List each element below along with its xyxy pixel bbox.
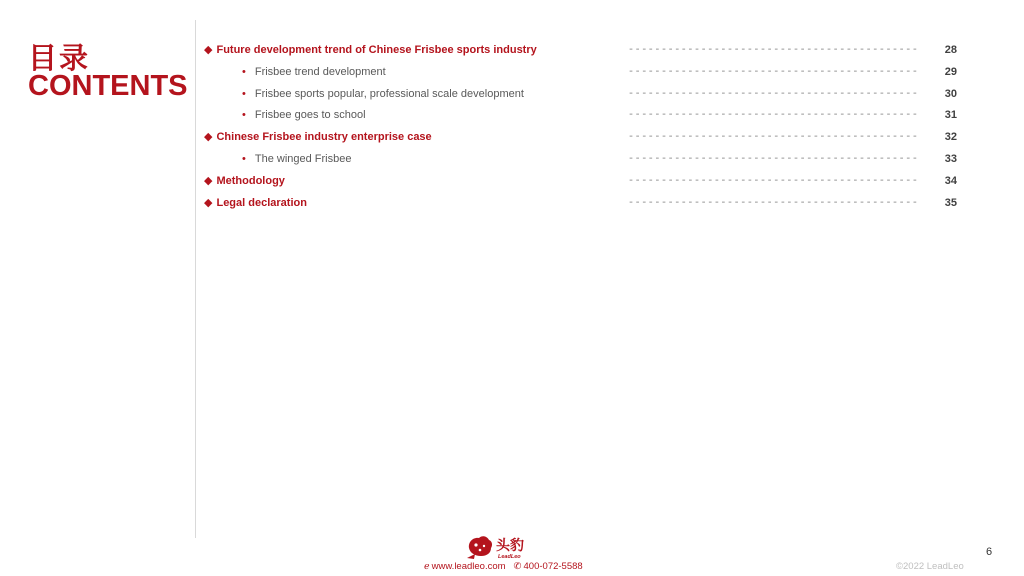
dot-bullet-icon: • <box>242 109 246 122</box>
toc-page-number: 35 <box>944 196 957 209</box>
toc-entry[interactable] <box>204 127 984 149</box>
website-link[interactable]: www.leadleo.com <box>431 561 506 572</box>
toc-entry[interactable] <box>204 149 984 171</box>
dot-bullet-icon: • <box>242 65 246 78</box>
toc-entry[interactable] <box>204 84 984 106</box>
dot-leader: -------------------------------------------- <box>628 153 919 165</box>
dot-leader: -------------------------------------------- <box>628 66 919 78</box>
toc-entry[interactable] <box>204 40 984 62</box>
leopard-head-icon <box>467 536 492 559</box>
toc-page-number: 32 <box>944 131 957 144</box>
diamond-bullet-icon: ◆ <box>204 44 213 56</box>
dot-leader: -------------------------------------------- <box>628 175 919 187</box>
page-number: 6 <box>986 546 993 558</box>
diamond-bullet-icon: ◆ <box>204 196 213 209</box>
toc-page-number: 30 <box>944 87 957 100</box>
toc-page-number: 31 <box>944 109 957 122</box>
logo-text-zh: 头豹 <box>496 538 524 554</box>
diamond-bullet-icon: ◆ <box>204 131 213 144</box>
diamond-bullet-icon: ◆ <box>204 174 213 187</box>
toc-entry[interactable] <box>204 105 984 127</box>
toc-entry-label: ◆ Legal declaration <box>204 193 307 215</box>
dot-leader: -------------------------------------------- <box>628 132 919 144</box>
toc-entry-label: • Frisbee sports popular, professional scale development <box>242 84 524 106</box>
footer-contact <box>424 561 583 572</box>
page-title-en: CONTENTS <box>28 70 188 102</box>
divider-line <box>195 20 196 538</box>
toc-page-number: 28 <box>944 44 957 56</box>
toc-entry-label: ◆ Methodology <box>204 171 285 193</box>
dot-bullet-icon: • <box>242 87 246 100</box>
dot-leader: -------------------------------------------- <box>628 110 919 122</box>
page-title-zh: 目录 <box>28 41 91 75</box>
toc-entry-label: • Frisbee goes to school <box>242 105 366 127</box>
toc-entry-label: • Frisbee trend development <box>242 62 386 84</box>
phone-icon: ✆ <box>513 561 522 572</box>
leadleo-logo <box>465 532 535 560</box>
dot-leader: -------------------------------------------- <box>628 88 919 100</box>
dot-leader: -------------------------------------------- <box>628 45 919 56</box>
web-icon: ℯ <box>424 561 430 572</box>
toc-page-number: 33 <box>944 152 957 165</box>
dot-leader: -------------------------------------------- <box>628 197 919 209</box>
phone-number: 400-072-5588 <box>523 561 583 572</box>
toc-page-number: 29 <box>944 65 957 78</box>
logo-text-en: LeadLeo <box>498 554 521 560</box>
toc-entry[interactable] <box>204 193 984 215</box>
dot-bullet-icon: • <box>242 152 246 165</box>
copyright-text: ©2022 LeadLeo <box>896 561 964 572</box>
toc-entry-label: ◆ Chinese Frisbee industry enterprise case <box>204 127 432 149</box>
toc-page-number: 34 <box>944 174 957 187</box>
toc-entry-label: • The winged Frisbee <box>242 149 351 171</box>
toc-entry[interactable] <box>204 62 984 84</box>
toc-entry[interactable] <box>204 171 984 193</box>
table-of-contents <box>204 40 984 214</box>
toc-entry-label: ◆ Future development trend of Chinese Frisbee sports industry <box>204 40 537 62</box>
